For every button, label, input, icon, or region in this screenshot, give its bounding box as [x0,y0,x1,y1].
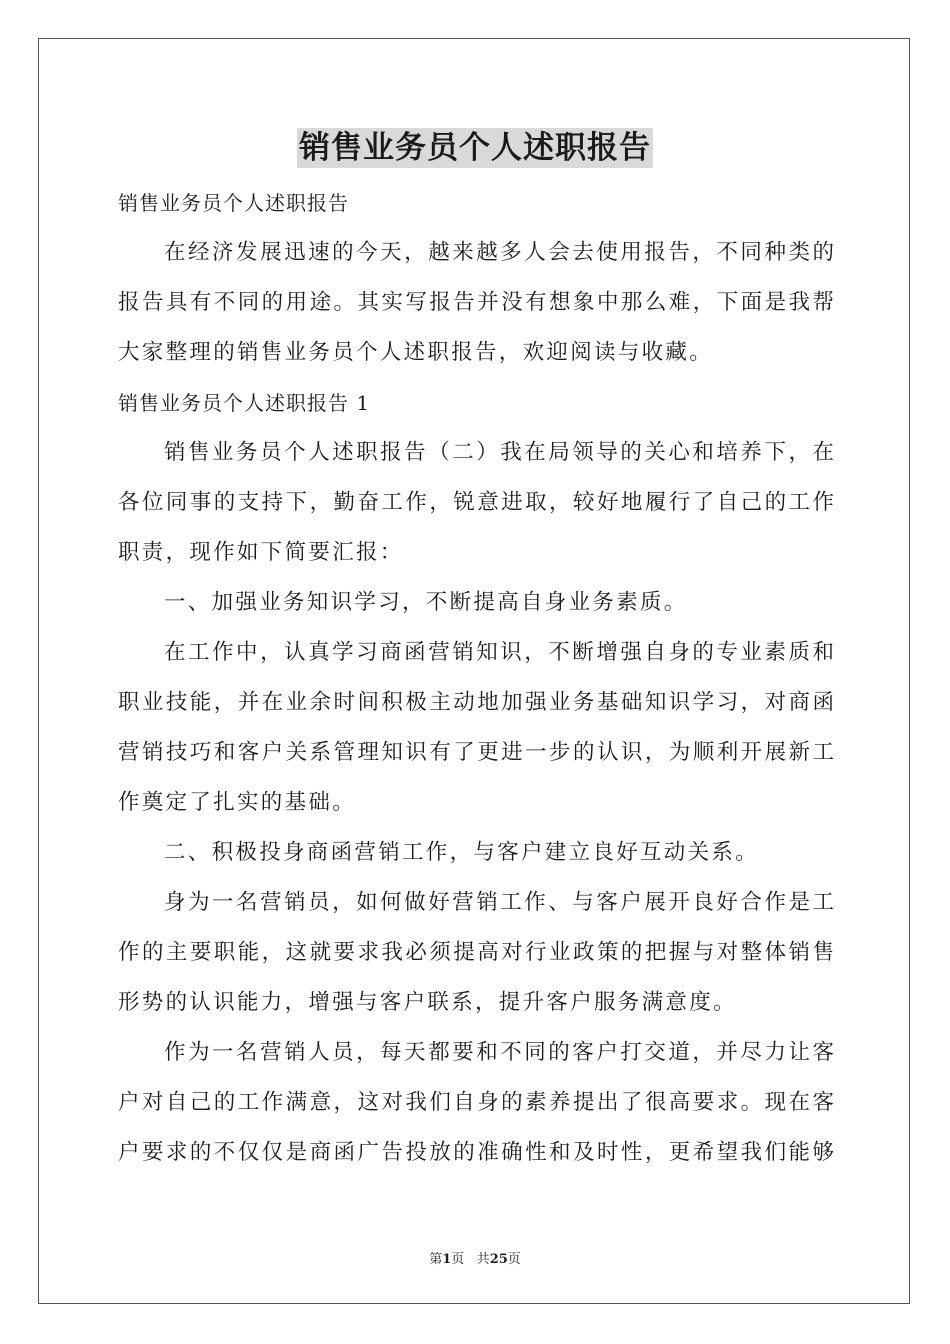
text-line: 销售业务员个人述职报告（二）我在局领导的关心和培养下，在 [164,440,834,465]
text-line: 职责，现作如下简要汇报： [118,540,404,565]
document-body [118,178,834,1178]
text-line: 形势的认识能力，增强与客户联系，提升客户服务满意度。 [118,990,737,1015]
footer-page-number: 1 [442,1252,452,1267]
text-line: 身为一名营销员，如何做好营销工作、与客户展开良好合作是工 [164,890,834,915]
text-line: 户要求的不仅仅是商函广告投放的准确性和及时性，更希望我们能够 [118,1140,834,1165]
text-line: 户对自己的工作满意，这对我们自身的素养提出了很高要求。现在客 [118,1090,834,1115]
text-line: 在经济发展迅速的今天，越来越多人会去使用报告，不同种类的 [164,240,834,265]
text-line: 二、积极投身商函营销工作，与客户建立良好互动关系。 [164,840,760,865]
page-footer [0,1248,950,1267]
text-line: 报告具有不同的用途。其实写报告并没有想象中那么难，下面是我帮 [118,290,834,315]
text-line: 一、加强业务知识学习，不断提高自身业务素质。 [164,590,688,615]
text-line: 销售业务员个人述职报告 [118,191,349,215]
footer-total-suffix: 页 [507,1252,521,1267]
footer-total-pages: 25 [489,1252,508,1267]
text-line: 在工作中，认真学习商函营销知识，不断增强自身的专业素质和 [164,640,834,665]
text-line: 各位同事的支持下，勤奋工作，锐意进取，较好地履行了自己的工作 [118,490,834,515]
text-line: 作奠定了扎实的基础。 [118,790,357,815]
footer-page-prefix: 第 [429,1252,443,1267]
text-line: 营销技巧和客户关系管理知识有了更进一步的认识，为顺利开展新工 [118,740,834,765]
footer-page-suffix: 页 [451,1252,465,1267]
text-line: 作的主要职能，这就要求我必须提高对行业政策的把握与对整体销售 [118,940,834,965]
text-line: 作为一名营销人员，每天都要和不同的客户打交道，并尽力让客 [164,1040,834,1065]
text-line: 销售业务员个人述职报告 1 [118,391,371,415]
text-line: 职业技能，并在业余时间积极主动地加强业务基础知识学习，对商函 [118,690,834,715]
footer-total-prefix: 共 [476,1252,490,1267]
text-line: 大家整理的销售业务员个人述职报告，欢迎阅读与收藏。 [118,340,714,365]
document-title: 销售业务员个人述职报告 [299,130,651,166]
title-container [0,128,950,168]
